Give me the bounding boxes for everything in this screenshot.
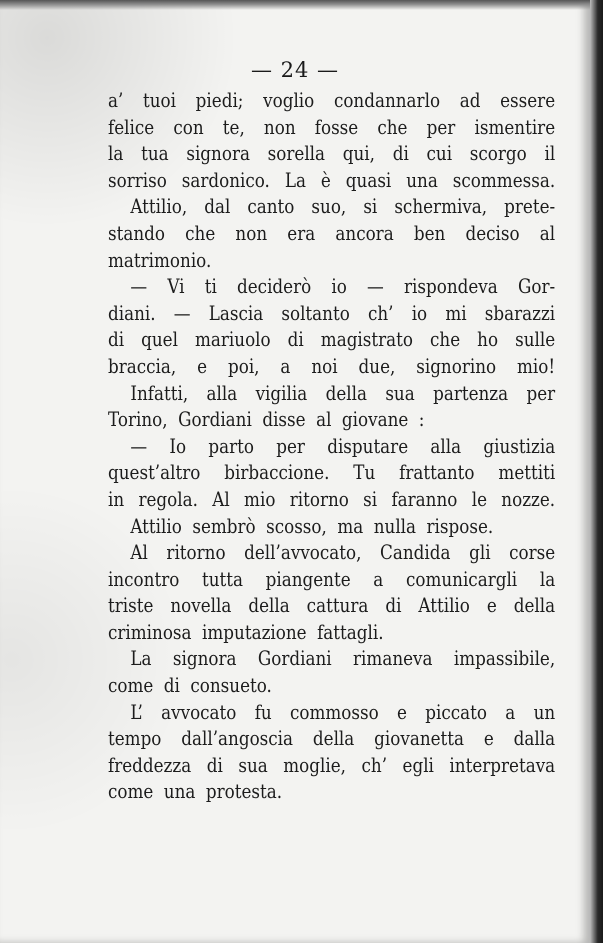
word: corse — [509, 541, 556, 565]
word: giustizia — [483, 434, 556, 458]
word: mariuolo — [194, 328, 271, 352]
word: di — [287, 328, 304, 352]
word: che — [185, 221, 216, 245]
word: Attilio — [418, 594, 470, 618]
text-line: Attilio sembrò scosso, ma nulla rispose. — [130, 514, 494, 538]
word: scommessa. — [452, 168, 556, 192]
word: e — [483, 727, 494, 751]
word: alla — [430, 434, 462, 458]
text-line — [108, 221, 555, 248]
word: ho — [477, 328, 499, 352]
word: di — [108, 328, 125, 352]
word: sua — [385, 381, 415, 405]
word: il — [544, 142, 556, 166]
word: a — [505, 700, 516, 724]
word: mi — [445, 301, 467, 325]
word: un — [533, 700, 556, 724]
word: piangente — [265, 567, 351, 591]
word: ritorno — [289, 487, 349, 511]
word: si — [363, 195, 378, 219]
word: ben — [413, 221, 446, 245]
word: per — [276, 434, 305, 458]
word: mio — [244, 487, 276, 511]
text-line — [108, 434, 555, 461]
text-line — [108, 141, 555, 168]
word: Candida — [380, 541, 451, 565]
word: sulle — [515, 328, 556, 352]
word: a’ — [108, 89, 124, 112]
word: a — [373, 567, 384, 591]
word: ritorno — [166, 541, 226, 565]
word: della — [325, 381, 367, 405]
word: tempo — [108, 727, 162, 751]
word: — — [367, 275, 384, 299]
word: magistrato — [320, 328, 413, 352]
word: per — [426, 115, 456, 139]
word: — — [130, 434, 148, 458]
page-top-edge — [0, 0, 590, 10]
word: ti — [204, 275, 217, 299]
word: signora — [186, 142, 250, 166]
word: una — [406, 168, 438, 192]
word: non — [263, 115, 296, 139]
text-line — [108, 168, 555, 195]
page-number: — 24 — — [250, 58, 340, 82]
word: freddezza — [108, 753, 192, 777]
word: Infatti, — [130, 381, 189, 405]
word: La — [130, 647, 152, 671]
word: sbarazzi — [484, 301, 556, 325]
text-line — [108, 115, 555, 142]
word: frattanto — [399, 461, 475, 485]
text-line: come di consueto. — [108, 674, 272, 698]
word: per — [526, 381, 556, 405]
word: felice — [108, 115, 155, 139]
word: interpretava — [449, 753, 556, 777]
text-line — [108, 274, 555, 301]
word: braccia, — [108, 354, 177, 378]
word: che — [377, 115, 408, 139]
word: birbaccione. — [224, 461, 330, 485]
word: dal — [204, 195, 231, 219]
word: Al — [130, 541, 148, 565]
word: a — [280, 354, 291, 378]
word: dell’avvocato, — [244, 541, 362, 565]
text-line — [108, 593, 555, 620]
word: con — [173, 115, 204, 139]
text-line — [108, 381, 555, 408]
word: tuoi — [143, 89, 177, 112]
text-line — [108, 460, 555, 487]
word: tua — [141, 142, 169, 166]
word: ad — [459, 89, 481, 112]
text-line — [108, 567, 555, 594]
word: — — [130, 275, 148, 299]
word: essere — [500, 89, 556, 112]
word: comunicargli — [405, 567, 518, 591]
word: sua — [238, 753, 268, 777]
word: mio! — [517, 354, 556, 378]
word: soltanto — [281, 301, 350, 325]
body-text — [108, 88, 556, 806]
word: te, — [222, 115, 245, 139]
word: che — [430, 328, 461, 352]
word: nozze. — [501, 487, 556, 511]
word: ismentire — [474, 115, 556, 139]
word: cattura — [306, 594, 369, 618]
word: signora — [172, 647, 237, 671]
word: di — [392, 142, 409, 166]
text-line — [108, 327, 555, 354]
word: e — [486, 594, 497, 618]
word: prete- — [504, 195, 556, 219]
text-line: Torino, Gordiani disse al giovane : — [108, 408, 425, 432]
word: le — [471, 487, 487, 511]
word: non — [235, 221, 268, 245]
word: della — [312, 727, 355, 751]
text-line — [108, 726, 555, 753]
word: al — [539, 221, 556, 245]
word: regola. — [138, 487, 198, 511]
word: quel — [141, 328, 178, 352]
word: diani. — [108, 301, 156, 325]
word: scorgo — [469, 142, 527, 166]
word: Lascia — [208, 301, 264, 325]
word: incontro — [108, 567, 180, 591]
text-line — [108, 88, 555, 115]
word: suo, — [311, 195, 347, 219]
word: La — [284, 168, 306, 192]
word: sorella — [267, 142, 326, 166]
word: L’ — [130, 700, 143, 724]
word: partenza — [433, 381, 509, 405]
word: della — [513, 594, 556, 618]
word: Attilio, — [130, 195, 188, 219]
word: e — [197, 354, 208, 378]
text-line: come una protesta. — [108, 780, 283, 804]
word: condannarlo — [333, 89, 441, 112]
word: deciso — [465, 221, 520, 245]
word: stando — [108, 221, 165, 245]
word: ancora — [335, 221, 394, 245]
word: la — [539, 567, 556, 591]
word: io — [331, 275, 347, 299]
word: moglie, — [283, 753, 346, 777]
word: dall’angoscia — [181, 727, 294, 751]
word: Tu — [353, 461, 376, 485]
word: noi — [311, 354, 338, 378]
word: canto — [247, 195, 295, 219]
word: della — [248, 594, 290, 618]
word: qui, — [342, 142, 376, 166]
word: sardonico. — [181, 168, 270, 192]
word: quest’altro — [108, 461, 201, 485]
word: fu — [254, 700, 272, 724]
word: Gor- — [517, 275, 556, 299]
word: disputare — [327, 434, 409, 458]
word: rispondeva — [404, 275, 498, 299]
word: in — [108, 487, 125, 511]
text-line — [108, 194, 555, 221]
word: rimaneva — [353, 647, 433, 671]
word: sorriso — [108, 168, 167, 192]
text-line — [108, 301, 555, 328]
word: egli — [402, 753, 434, 777]
word: parto — [208, 434, 254, 458]
word: era — [287, 221, 316, 245]
word: tutta — [201, 567, 243, 591]
word: mettiti — [498, 461, 556, 485]
text-line — [108, 540, 555, 567]
word: si — [363, 487, 378, 511]
word: cui — [426, 142, 453, 166]
word: Gordiani — [257, 647, 332, 671]
word: voglio — [263, 89, 315, 112]
word: fosse — [314, 115, 359, 139]
book-spine-edge — [590, 0, 603, 943]
word: — — [173, 301, 191, 325]
word: ch’ — [367, 301, 394, 325]
word: io — [411, 301, 428, 325]
word: dalla — [513, 727, 556, 751]
word: giovanetta — [374, 727, 465, 751]
word: poi, — [227, 354, 260, 378]
word: vigilia — [255, 381, 308, 405]
word: Io — [169, 434, 187, 458]
text-line — [108, 487, 555, 514]
text-line — [108, 700, 555, 727]
word: è — [320, 168, 331, 192]
word: schermiva, — [394, 195, 488, 219]
word: ch’ — [361, 753, 388, 777]
word: gli — [469, 541, 491, 565]
word: piedi; — [195, 89, 244, 112]
word: e — [397, 700, 407, 724]
word: faranno — [391, 487, 458, 511]
word: deciderò — [237, 275, 312, 299]
word: la — [108, 142, 124, 166]
word: triste — [108, 594, 154, 618]
word: commosso — [290, 700, 379, 724]
word: piccato — [425, 700, 487, 724]
word: avvocato — [161, 700, 237, 724]
word: signorino — [416, 354, 497, 378]
word: Al — [212, 487, 230, 511]
text-line: matrimonio. — [108, 248, 212, 272]
word: novella — [170, 594, 232, 618]
text-line — [108, 753, 555, 780]
word: alla — [206, 381, 238, 405]
word: di — [206, 753, 223, 777]
word: due, — [358, 354, 396, 378]
word: Vi — [167, 275, 185, 299]
text-line — [108, 354, 555, 381]
word: di — [385, 594, 402, 618]
word: quasi — [345, 168, 392, 192]
text-line — [108, 646, 555, 673]
text-line: criminosa imputazione fattagli. — [108, 620, 384, 644]
word: impassibile, — [453, 647, 556, 671]
